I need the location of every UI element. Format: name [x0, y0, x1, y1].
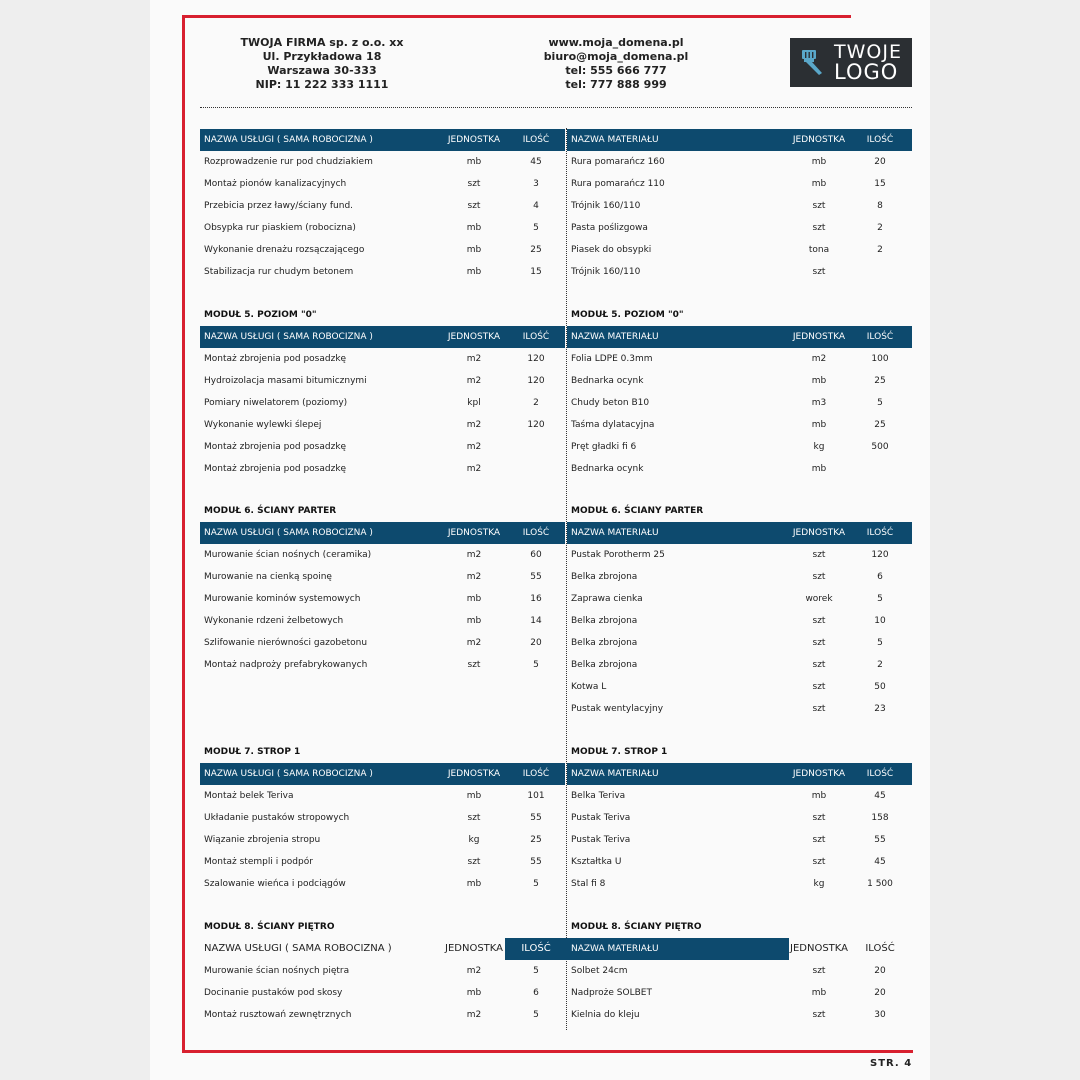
row-name: Hydroizolacja masami bitumicznymi	[204, 376, 367, 386]
header-material-name: NAZWA MATERIAŁU	[571, 769, 659, 779]
row-name: Wiązanie zbrojenia stropu	[204, 835, 321, 845]
row-qty: 55	[874, 835, 886, 845]
row-name: Szlifowanie nierówności gazobetonu	[204, 638, 368, 648]
row-unit: mb	[466, 267, 482, 277]
row-name: Montaż zbrojenia pod posadzkę	[204, 442, 347, 452]
company-name: TWOJA FIRMA sp. z o.o. xx	[240, 36, 404, 49]
materials-table-header	[567, 522, 912, 544]
row-unit: m2	[466, 638, 482, 648]
material-row	[567, 392, 912, 414]
row-name: Wykonanie wylewki ślepej	[204, 420, 322, 430]
row-unit: mb	[466, 157, 482, 167]
row-name: Pręt gładki fi 6	[571, 442, 637, 452]
material-row	[567, 873, 912, 895]
row-unit: mb	[811, 464, 827, 474]
row-qty: 20	[530, 638, 542, 648]
service-row	[200, 807, 565, 829]
row-name: Montaż pionów kanalizacyjnych	[204, 179, 347, 189]
row-unit: tona	[808, 245, 830, 255]
materials-table-header	[567, 129, 912, 151]
row-qty: 15	[874, 179, 886, 189]
header-qty: ILOŚĆ	[522, 332, 550, 342]
contact-email: biuro@moja_domena.pl	[543, 50, 689, 63]
material-row	[567, 195, 912, 217]
header-qty: ILOŚĆ	[866, 332, 894, 342]
material-row	[567, 851, 912, 873]
row-qty: 2	[533, 398, 539, 408]
header-divider	[200, 107, 912, 108]
company-street: Ul. Przykładowa 18	[262, 50, 382, 63]
row-unit: szt	[467, 857, 481, 867]
row-unit: szt	[812, 201, 826, 211]
row-qty: 20	[874, 157, 886, 167]
header-qty: ILOŚĆ	[866, 769, 894, 779]
paint-brush-icon	[800, 48, 826, 76]
header-service-name: NAZWA USŁUGI ( SAMA ROBOCIZNA )	[204, 135, 373, 145]
row-unit: m2	[466, 966, 482, 976]
row-qty: 55	[530, 572, 542, 582]
row-qty: 120	[527, 376, 545, 386]
section-title-materials: MODUŁ 5. POZIOM "0"	[571, 310, 684, 320]
row-unit: mb	[466, 245, 482, 255]
row-qty: 55	[530, 813, 542, 823]
row-unit: szt	[812, 966, 826, 976]
row-qty: 25	[874, 420, 886, 430]
section-title-services: MODUŁ 8. ŚCIANY PIĘTRO	[204, 922, 335, 932]
company-info	[222, 36, 422, 92]
service-row	[200, 566, 565, 588]
company-logo	[790, 38, 912, 87]
row-unit: mb	[466, 594, 482, 604]
row-qty: 100	[871, 354, 889, 364]
row-qty: 14	[530, 616, 542, 626]
row-name: Pomiary niwelatorem (poziomy)	[204, 398, 348, 408]
row-qty: 5	[533, 1010, 539, 1020]
logo-text: TWOJE LOGO	[834, 41, 902, 84]
row-unit: mb	[811, 988, 827, 998]
company-city: Warszawa 30-333	[267, 64, 377, 77]
row-name: Piasek do obsypki	[571, 245, 652, 255]
row-name: Belka Teriva	[571, 791, 626, 801]
row-name: Zaprawa cienka	[571, 594, 643, 604]
row-qty: 5	[533, 660, 539, 670]
material-row	[567, 261, 912, 283]
service-row	[200, 195, 565, 217]
row-name: Przebicia przez ławy/ściany fund.	[204, 201, 354, 211]
row-unit: szt	[812, 813, 826, 823]
row-qty: 158	[871, 813, 889, 823]
service-row	[200, 610, 565, 632]
row-name: Kotwa L	[571, 682, 607, 692]
row-name: Rozprowadzenie rur pod chudziakiem	[204, 157, 373, 167]
row-unit: m2	[466, 550, 482, 560]
row-unit: m2	[466, 572, 482, 582]
row-unit: kpl	[467, 398, 481, 408]
header-unit: JEDNOSTKA	[792, 135, 846, 145]
material-row	[567, 1004, 912, 1026]
service-row	[200, 392, 565, 414]
row-qty: 50	[874, 682, 886, 692]
row-name: Belka zbrojona	[571, 616, 638, 626]
material-row	[567, 151, 912, 173]
material-row	[567, 785, 912, 807]
row-unit: kg	[813, 879, 825, 889]
row-name: Pasta poślizgowa	[571, 223, 648, 233]
header-unit: JEDNOSTKA	[447, 135, 501, 145]
materials-table-header	[567, 938, 912, 960]
material-row	[567, 458, 912, 480]
row-unit: szt	[812, 267, 826, 277]
row-name: Pustak Teriva	[571, 813, 631, 823]
service-row	[200, 544, 565, 566]
row-name: Wykonanie drenażu rozsączającego	[204, 245, 365, 255]
header-qty: ILOŚĆ	[866, 528, 894, 538]
row-qty: 120	[527, 354, 545, 364]
frame-border-top	[183, 15, 851, 18]
material-row	[567, 829, 912, 851]
row-name: Kształtka U	[571, 857, 622, 867]
header-unit: JEDNOSTKA	[792, 332, 846, 342]
row-qty: 2	[877, 660, 883, 670]
row-name: Stabilizacja rur chudym betonem	[204, 267, 354, 277]
header-unit: JEDNOSTKA	[447, 769, 501, 779]
row-qty: 120	[871, 550, 889, 560]
row-unit: szt	[812, 550, 826, 560]
frame-border-left	[182, 15, 185, 1053]
row-qty: 20	[874, 988, 886, 998]
service-row	[200, 151, 565, 173]
header-qty: ILOŚĆ	[522, 769, 550, 779]
row-unit: szt	[812, 857, 826, 867]
row-qty: 16	[530, 594, 542, 604]
material-row	[567, 698, 912, 720]
service-row	[200, 370, 565, 392]
services-table-header	[200, 326, 565, 348]
row-name: Taśma dylatacyjna	[571, 420, 655, 430]
row-name: Montaż zbrojenia pod posadzkę	[204, 464, 347, 474]
row-unit: szt	[812, 704, 826, 714]
material-row	[567, 960, 912, 982]
row-unit: szt	[812, 682, 826, 692]
header-unit: JEDNOSTKA	[792, 528, 846, 538]
service-row	[200, 829, 565, 851]
materials-table-header	[567, 326, 912, 348]
row-name: Murowanie ścian nośnych piętra	[204, 966, 350, 976]
row-unit: szt	[812, 1010, 826, 1020]
header-material-name: NAZWA MATERIAŁU	[571, 528, 659, 538]
row-unit: szt	[467, 813, 481, 823]
row-name: Chudy beton B10	[571, 398, 650, 408]
material-row	[567, 544, 912, 566]
header-qty: ILOŚĆ	[522, 135, 550, 145]
row-unit: m2	[466, 442, 482, 452]
row-qty: 5	[877, 594, 883, 604]
row-name: Szalowanie wieńca i podciągów	[204, 879, 346, 889]
service-row	[200, 436, 565, 458]
row-unit: szt	[812, 572, 826, 582]
row-qty: 2	[877, 223, 883, 233]
frame-border-bottom	[182, 1050, 913, 1053]
row-name: Docinanie pustaków pod skosy	[204, 988, 343, 998]
row-name: Folia LDPE 0.3mm	[571, 354, 653, 364]
row-name: Obsypka rur piaskiem (robocizna)	[204, 223, 356, 233]
header-service-name: NAZWA USŁUGI ( SAMA ROBOCIZNA )	[204, 943, 392, 954]
service-row	[200, 588, 565, 610]
row-unit: szt	[812, 616, 826, 626]
row-qty: 3	[533, 179, 539, 189]
row-qty: 5	[533, 223, 539, 233]
material-row	[567, 173, 912, 195]
row-unit: szt	[467, 660, 481, 670]
page-number: STR. 4	[870, 1058, 913, 1069]
row-unit: szt	[812, 660, 826, 670]
row-unit: m2	[466, 420, 482, 430]
row-qty: 60	[530, 550, 542, 560]
header-unit: JEDNOSTKA	[445, 943, 503, 954]
row-name: Murowanie ścian nośnych (ceramika)	[204, 550, 372, 560]
row-qty: 45	[874, 857, 886, 867]
section-title-services: MODUŁ 7. STROP 1	[204, 747, 301, 757]
section-title-services: MODUŁ 6. ŚCIANY PARTER	[204, 506, 337, 516]
header-service-name: NAZWA USŁUGI ( SAMA ROBOCIZNA )	[204, 769, 373, 779]
row-qty: 5	[877, 398, 883, 408]
row-unit: mb	[811, 791, 827, 801]
row-unit: szt	[467, 179, 481, 189]
row-name: Belka zbrojona	[571, 638, 638, 648]
header-qty: ILOŚĆ	[522, 528, 550, 538]
row-name: Montaż nadproży prefabrykowanych	[204, 660, 368, 670]
material-row	[567, 610, 912, 632]
row-qty: 25	[874, 376, 886, 386]
row-name: Stal fi 8	[571, 879, 606, 889]
service-row	[200, 873, 565, 895]
row-name: Bednarka ocynk	[571, 464, 644, 474]
service-row	[200, 261, 565, 283]
material-row	[567, 588, 912, 610]
row-name: Wykonanie rdzeni żelbetowych	[204, 616, 344, 626]
row-unit: kg	[468, 835, 480, 845]
material-row	[567, 676, 912, 698]
header-service-name: NAZWA USŁUGI ( SAMA ROBOCIZNA )	[204, 332, 373, 342]
service-row	[200, 458, 565, 480]
row-unit: mb	[811, 157, 827, 167]
row-unit: szt	[467, 201, 481, 211]
material-row	[567, 370, 912, 392]
material-row	[567, 217, 912, 239]
row-name: Montaż belek Teriva	[204, 791, 294, 801]
row-name: Trójnik 160/110	[571, 267, 641, 277]
row-name: Murowanie kominów systemowych	[204, 594, 361, 604]
row-unit: szt	[812, 638, 826, 648]
service-row	[200, 785, 565, 807]
row-qty: 25	[530, 835, 542, 845]
row-qty: 5	[533, 879, 539, 889]
row-name: Belka zbrojona	[571, 572, 638, 582]
row-unit: mb	[466, 879, 482, 889]
header-material-name: NAZWA MATERIAŁU	[571, 332, 659, 342]
row-qty: 2	[877, 245, 883, 255]
row-qty: 101	[527, 791, 545, 801]
contact-info	[516, 36, 716, 92]
row-name: Pustak wentylacyjny	[571, 704, 664, 714]
header-unit: JEDNOSTKA	[447, 528, 501, 538]
row-unit: m2	[466, 376, 482, 386]
row-unit: m3	[811, 398, 827, 408]
row-name: Rura pomarańcz 160	[571, 157, 665, 167]
material-row	[567, 414, 912, 436]
header-unit: JEDNOSTKA	[790, 943, 848, 954]
material-row	[567, 239, 912, 261]
row-name: Belka zbrojona	[571, 660, 638, 670]
company-nip: NIP: 11 222 333 1111	[255, 78, 389, 91]
row-unit: mb	[811, 420, 827, 430]
row-unit: kg	[813, 442, 825, 452]
header-material-name: NAZWA MATERIAŁU	[571, 135, 659, 145]
material-row	[567, 348, 912, 370]
row-name: Montaż zbrojenia pod posadzkę	[204, 354, 347, 364]
row-qty: 1 500	[867, 879, 893, 889]
row-unit: mb	[466, 791, 482, 801]
row-unit: szt	[812, 223, 826, 233]
row-qty: 5	[533, 966, 539, 976]
row-qty: 6	[533, 988, 539, 998]
service-row	[200, 851, 565, 873]
row-unit: szt	[812, 835, 826, 845]
row-qty: 30	[874, 1010, 886, 1020]
section-title-materials: MODUŁ 6. ŚCIANY PARTER	[571, 506, 704, 516]
header-qty: ILOŚĆ	[505, 938, 567, 960]
row-qty: 45	[874, 791, 886, 801]
row-name: Kielnia do kleju	[571, 1010, 640, 1020]
materials-table-header	[567, 763, 912, 785]
header-unit: JEDNOSTKA	[792, 769, 846, 779]
row-unit: mb	[466, 223, 482, 233]
row-name: Montaż rusztowań zewnętrznych	[204, 1010, 352, 1020]
contact-website: www.moja_domena.pl	[548, 36, 684, 49]
row-name: Murowanie na cienką spoinę	[204, 572, 332, 582]
services-table-header	[200, 522, 565, 544]
row-name: Trójnik 160/110	[571, 201, 641, 211]
service-row	[200, 348, 565, 370]
material-row	[567, 436, 912, 458]
row-unit: mb	[811, 179, 827, 189]
contact-phone-2: tel: 777 888 999	[565, 78, 667, 91]
service-row	[200, 217, 565, 239]
service-row	[200, 632, 565, 654]
row-name: Układanie pustaków stropowych	[204, 813, 350, 823]
header-material-name: NAZWA MATERIAŁU	[567, 938, 789, 960]
row-qty: 45	[530, 157, 542, 167]
row-name: Pustak Porotherm 25	[571, 550, 665, 560]
row-qty: 120	[527, 420, 545, 430]
header-qty: ILOŚĆ	[865, 943, 895, 954]
row-qty: 15	[530, 267, 542, 277]
row-unit: m2	[466, 464, 482, 474]
service-row	[200, 239, 565, 261]
row-qty: 55	[530, 857, 542, 867]
row-qty: 6	[877, 572, 883, 582]
row-name: Pustak Teriva	[571, 835, 631, 845]
contact-phone-1: tel: 555 666 777	[565, 64, 667, 77]
service-row	[200, 1004, 565, 1026]
services-table-header	[200, 938, 565, 960]
header-qty: ILOŚĆ	[866, 135, 894, 145]
service-row	[200, 654, 565, 676]
row-qty: 25	[530, 245, 542, 255]
material-row	[567, 982, 912, 1004]
row-qty: 23	[874, 704, 886, 714]
row-qty: 5	[877, 638, 883, 648]
section-title-materials: MODUŁ 7. STROP 1	[571, 747, 668, 757]
service-row	[200, 173, 565, 195]
row-qty: 8	[877, 201, 883, 211]
row-unit: mb	[811, 376, 827, 386]
row-name: Montaż stempli i podpór	[204, 857, 313, 867]
row-name: Bednarka ocynk	[571, 376, 644, 386]
row-unit: worek	[805, 594, 833, 604]
material-row	[567, 632, 912, 654]
service-row	[200, 960, 565, 982]
row-unit: m2	[466, 354, 482, 364]
row-name: Rura pomarańcz 110	[571, 179, 665, 189]
material-row	[567, 566, 912, 588]
row-name: Solbet 24cm	[571, 966, 628, 976]
row-unit: mb	[466, 616, 482, 626]
row-qty: 20	[874, 966, 886, 976]
row-unit: m2	[466, 1010, 482, 1020]
section-title-services: MODUŁ 5. POZIOM "0"	[204, 310, 317, 320]
row-qty: 10	[874, 616, 886, 626]
services-table-header	[200, 129, 565, 151]
material-row	[567, 807, 912, 829]
service-row	[200, 982, 565, 1004]
header-service-name: NAZWA USŁUGI ( SAMA ROBOCIZNA )	[204, 528, 373, 538]
row-unit: m2	[811, 354, 827, 364]
row-qty: 500	[871, 442, 889, 452]
row-unit: mb	[466, 988, 482, 998]
row-name: Nadproże SOLBET	[571, 988, 652, 998]
section-title-materials: MODUŁ 8. ŚCIANY PIĘTRO	[571, 922, 702, 932]
services-table-header	[200, 763, 565, 785]
row-qty: 4	[533, 201, 539, 211]
material-row	[567, 654, 912, 676]
header-unit: JEDNOSTKA	[447, 332, 501, 342]
service-row	[200, 414, 565, 436]
